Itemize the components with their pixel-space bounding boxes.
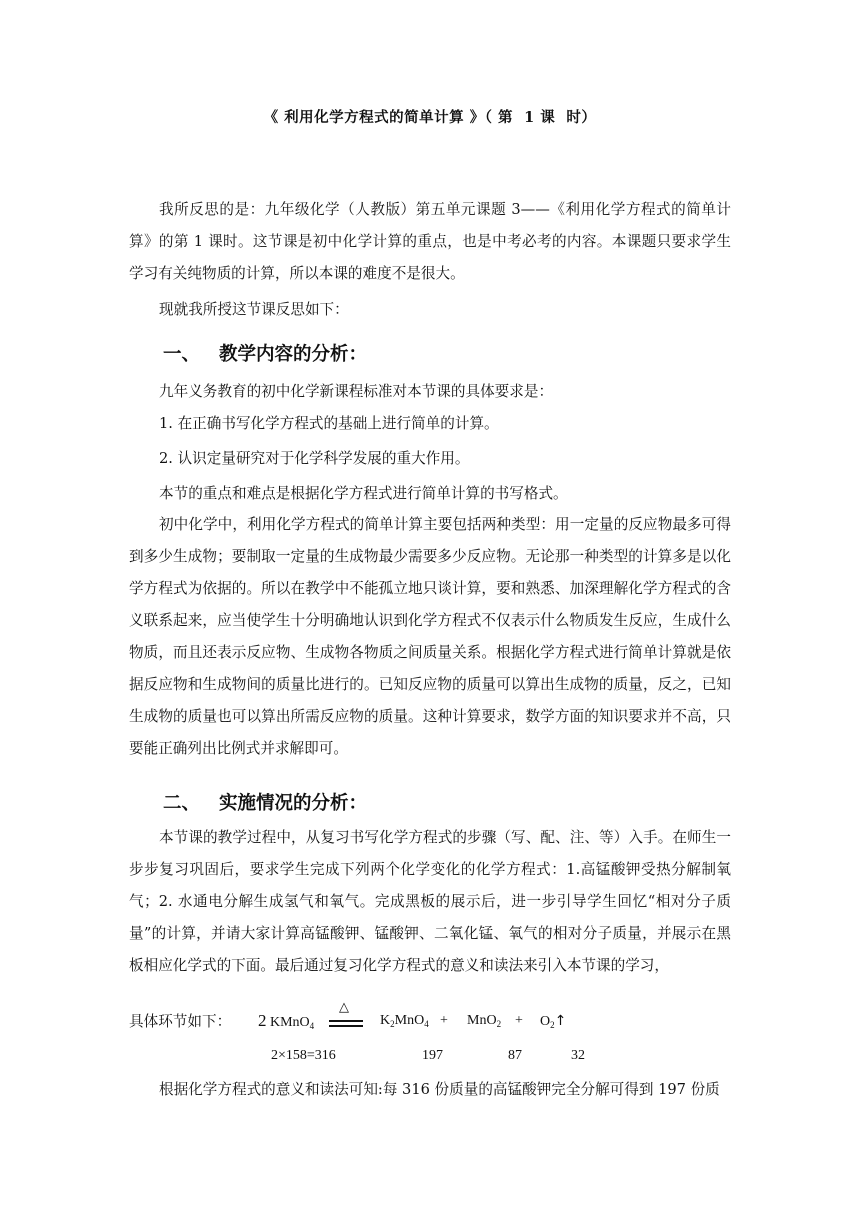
equation-sign-line-bottom — [329, 1025, 363, 1027]
section-2-number: 二、 — [163, 793, 201, 814]
section-2-paragraph-2: 根据化学方程式的意义和读法可知:每 316 份质量的高锰酸钾完全分解可得到 197 份质 — [159, 1081, 720, 1098]
heat-condition-icon: △ — [339, 1000, 349, 1015]
equation-product-3-formula: O — [540, 1014, 551, 1029]
section-1-paragraph-1: 九年义务教育的初中化学新课程标准对本节课的具体要求是： — [159, 383, 554, 400]
mass-product-1: 197 — [422, 1048, 443, 1063]
equation-sign-line-top — [329, 1020, 363, 1022]
section-1-heading — [163, 340, 367, 366]
section-1-list-item-1: 1. 在正确书写化学方程式的基础上进行简单的计算。 — [159, 415, 499, 432]
equation-plus-2: + — [515, 1013, 523, 1028]
section-1-title: 教学内容的分析： — [219, 344, 368, 365]
section-1-list-item-2: 2. 认识定量研究对于化学科学发展的重大作用。 — [159, 450, 470, 467]
equation-reactant — [258, 1011, 314, 1031]
equation-product-1-sub-2: 4 — [424, 1019, 429, 1029]
section-1-paragraph-2: 本节的重点和难点是根据化学方程式进行简单计算的书写格式。 — [159, 485, 568, 502]
section-1-paragraph-3: 初中化学中，利用化学方程式的简单计算主要包括两种类型：用一定量的反应物最多可得到多少生成物；要制取一定量的生成物最少需要多少反应物。无论那一种类型的计算多是以化学方程式为依据的。所以在教学中不能孤立地只谈计算，要和熟悉、加深理解化学方程式的含义联系起来，应当使学生十分明确地认识到化学方程式不仅表示什么物质发生反应，生成什么物质，而且还表示反应物、生成物各物质之间质量关系。根据化学方程式进行简单计算就是依据反应物和生成物间的质量比进行的。已知反应物的质量可以算出生成物的质量，反之，已知生成物的质量也可以算出所需反应物的质量。这种计算要求，数学方面的知识要求并不高，只要能正确列出比例式并求解即可。 — [129, 516, 731, 757]
gas-up-arrow-icon: ↑ — [554, 1013, 567, 1029]
section-2-title: 实施情况的分析： — [219, 793, 368, 814]
equation-product-2-formula: MnO — [467, 1013, 497, 1028]
equation-product-3-subscript: 2 — [550, 1020, 555, 1030]
equation-product-1-b: MnO — [394, 1013, 425, 1028]
equation-reactant-formula: KMnO — [270, 1015, 310, 1030]
equation-coefficient: 2 — [258, 1011, 267, 1030]
equation-product-1 — [380, 1013, 429, 1029]
mass-product-2: 87 — [508, 1048, 522, 1063]
mass-product-3: 32 — [571, 1048, 585, 1063]
equation-reactant-subscript: 4 — [309, 1021, 315, 1031]
section-1-number: 一、 — [163, 344, 201, 365]
intro-paragraph-1: 我所反思的是：九年级化学（人教版）第五单元课题 3——《利用化学方程式的简单计算》的第 1 课时。这节课是初中化学计算的重点，也是中考必考的内容。本课题只要求学生学习有关纯物质的计算，所以本课的难度不是很大。 — [129, 201, 731, 282]
equation-product-2 — [467, 1013, 501, 1029]
document-title: 《 利用化学方程式的简单计算 》（ 第 1 课 时） — [263, 109, 597, 126]
section-2-lead-in: 具体环节如下： — [129, 1013, 232, 1030]
mass-reactant: 2×158=316 — [271, 1048, 336, 1063]
intro-paragraph-2: 现就我所授这节课反思如下： — [159, 301, 349, 318]
section-2-paragraph-1: 本节课的教学过程中，从复习书写化学方程式的步骤（写、配、注、等）入手。在师生一步步复习巩固后，要求学生完成下列两个化学变化的化学方程式：1.高锰酸钾受热分解制氧气；2. 水通电分解生成氢气和氧气。完成黑板的展示后，进一步引导学生回忆“相对分子质量”的计算，并请大家计算高锰酸钾、锰酸钾、二氧化锰、氧气的相对分子质量，并展示在黑板相应化学式的下面。最后通过复习化学方程式的意义和读法来引入本节课的学习， — [129, 829, 731, 974]
equation-product-1-a: K — [380, 1013, 391, 1028]
equation-plus-1: + — [440, 1013, 448, 1028]
section-2-heading — [163, 789, 367, 815]
equation-product-3 — [540, 1013, 566, 1030]
equation-product-1-sub-1: 2 — [390, 1019, 395, 1029]
equation-product-2-subscript: 2 — [496, 1019, 502, 1029]
